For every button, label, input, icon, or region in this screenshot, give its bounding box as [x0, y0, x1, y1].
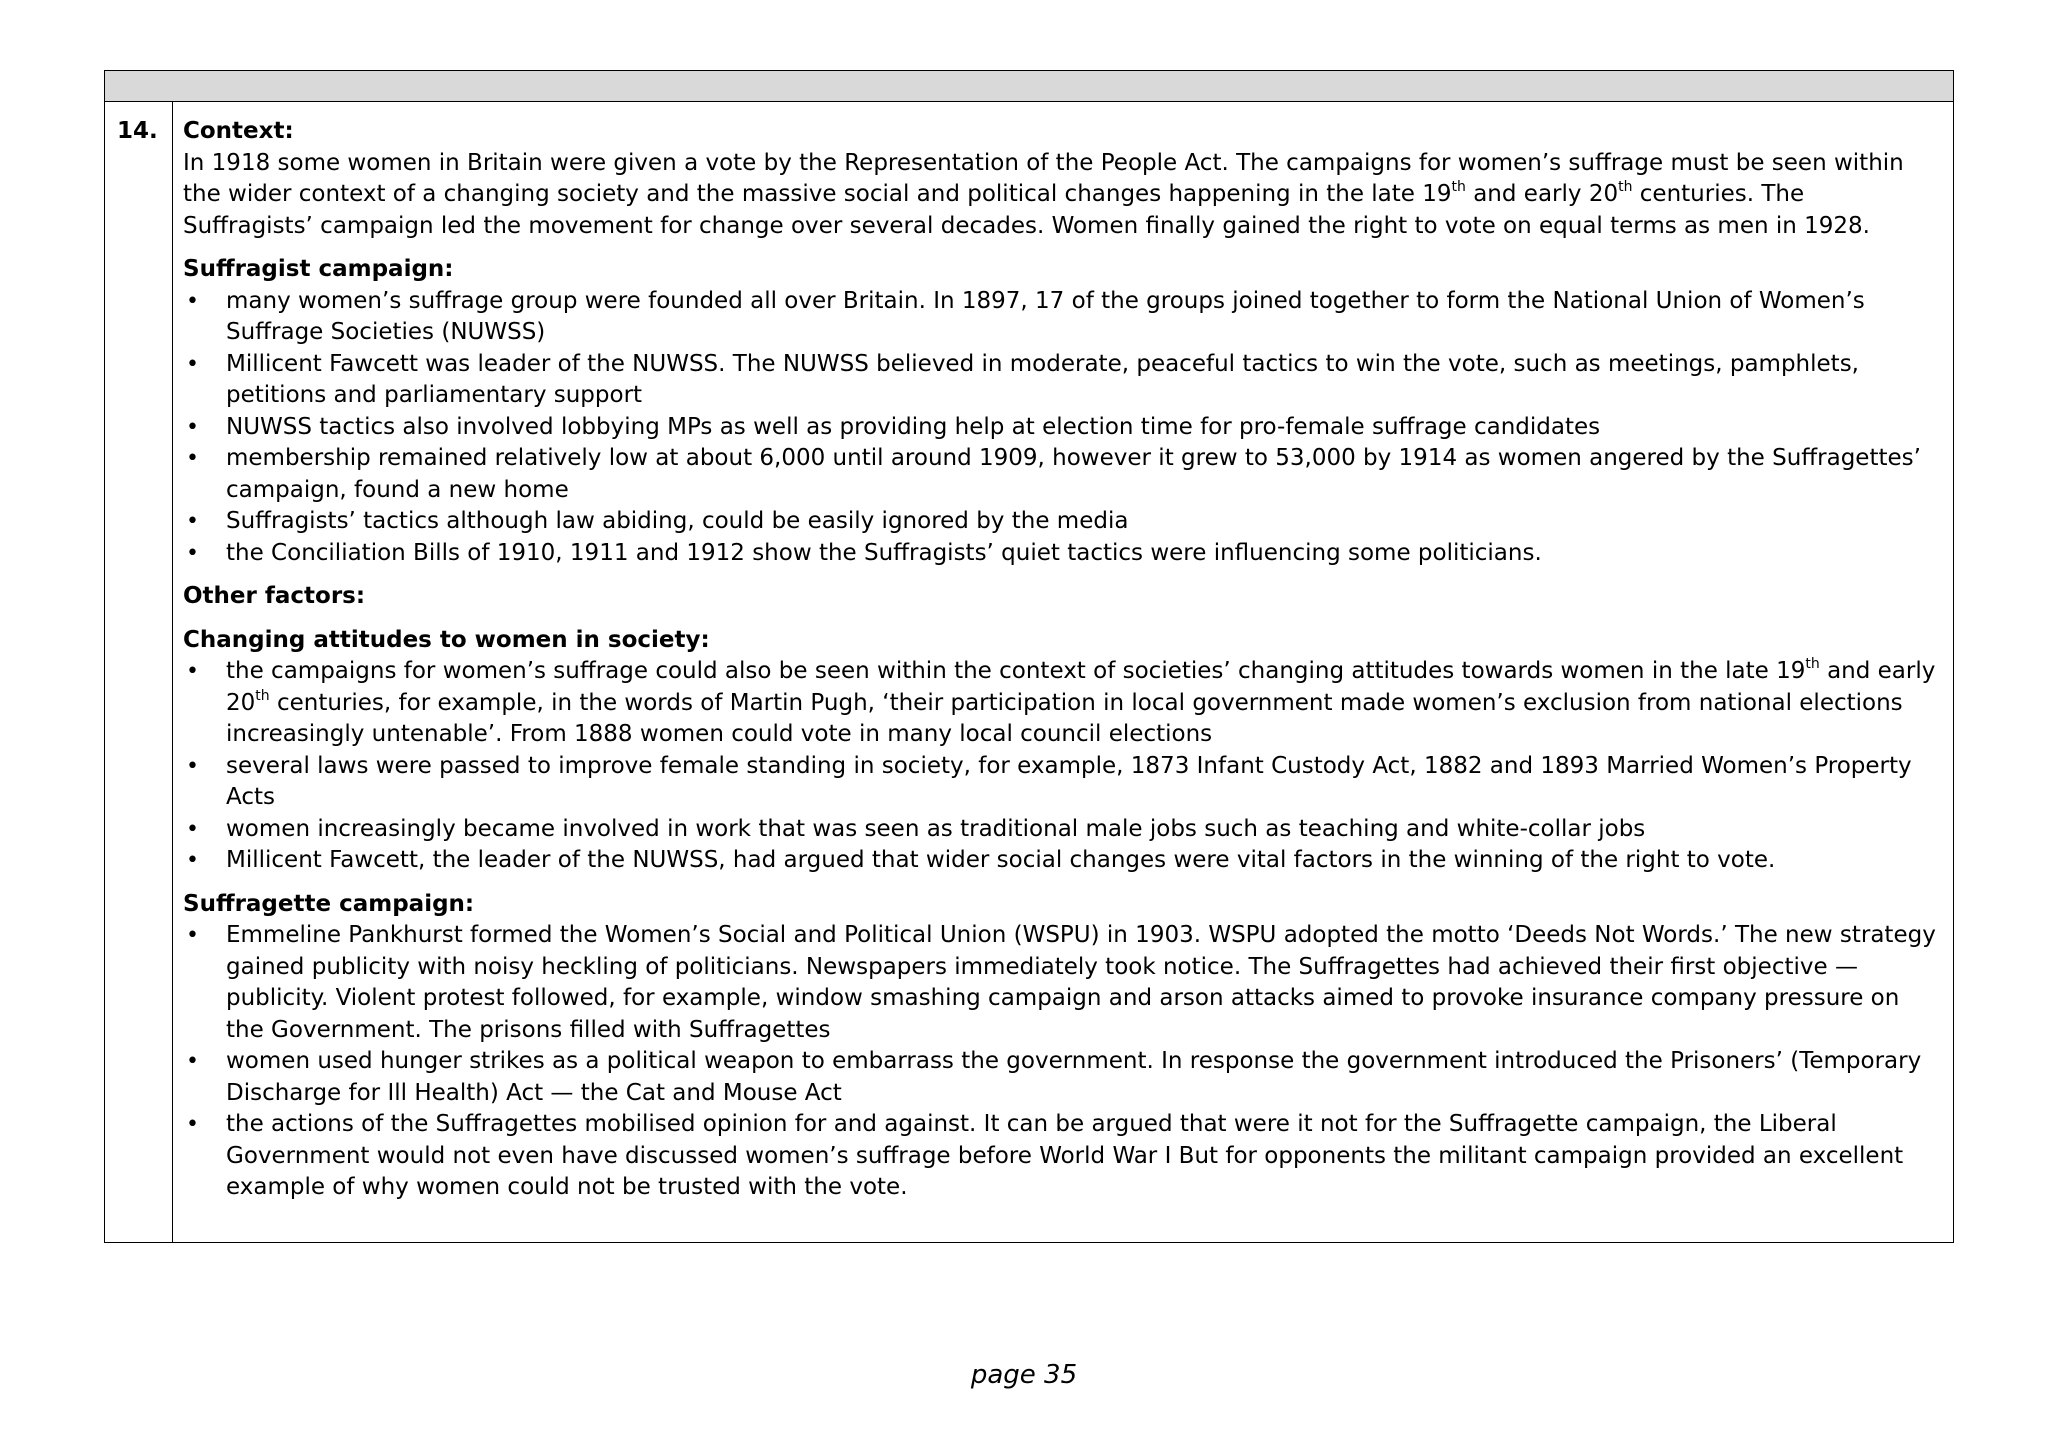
suffragist-section	[183, 254, 1939, 569]
text-run: and early 20	[1465, 181, 1619, 207]
page-number: page 35	[970, 1360, 1078, 1390]
question-number: 14.	[105, 102, 173, 1242]
text-run: several laws were passed to improve female standing in society, for example, 1873 Infant Custody Act, 1882 and 1893 Married Women’s Property Acts	[226, 752, 1912, 810]
text-run: the Conciliation Bills of 1910, 1911 and 1912 show the Suffragists’ quiet tactics were influencing some politicians.	[226, 539, 1542, 566]
text-run: Emmeline Pankhurst formed the Women’s Social and Political Union (WSPU) in 1903. WSPU adopted the motto ‘Deeds Not Words.’ The new strategy gained publicity with noisy heckling of politicians. Newspapers immediately took notice. The Suffragettes had achieved their first objective — publicity. Violent protest followed, for example, window smashing campaign and arson attacks aimed to provoke insurance company pressure on the Government. The prisons filled with Suffragettes	[226, 922, 1936, 1043]
superscript: th	[1805, 656, 1820, 672]
superscript: th	[1451, 179, 1466, 195]
bullet-icon: •	[186, 509, 199, 534]
text-run: Suffragists’ tactics although law abiding, could be easily ignored by the media	[226, 508, 1129, 534]
bullet-icon: •	[186, 1049, 199, 1074]
superscript: th	[1618, 179, 1633, 195]
text-run: membership remained relatively low at about 6,000 until around 1909, however it grew to 53,000 by 1914 as women angered by the Suffragettes’ campaign, found a new home	[226, 445, 1921, 503]
text-run: Millicent Fawcett was leader of the NUWSS. The NUWSS believed in moderate, peaceful tactics to win the vote, such as meetings, pamphlets, petitions and parliamentary support	[226, 350, 1859, 408]
answer-content	[173, 102, 1953, 1242]
bullet-icon: •	[186, 288, 199, 314]
bullet-icon: •	[186, 923, 199, 948]
list-item	[183, 349, 1939, 412]
suffragette-heading: Suffragette campaign:	[183, 890, 475, 917]
suffragette-section	[183, 889, 1939, 1204]
text-run: and early 20	[226, 658, 1936, 716]
suffragette-bullet-list	[183, 920, 1939, 1204]
attitudes-bullet-list	[183, 656, 1939, 877]
list-item	[183, 751, 1939, 814]
attitudes-section	[183, 625, 1939, 877]
list-item	[183, 845, 1939, 877]
suffragist-bullet-list	[183, 286, 1939, 570]
answer-table	[104, 70, 1954, 1243]
list-item	[183, 506, 1939, 538]
list-item	[183, 920, 1939, 1046]
list-item	[183, 443, 1939, 506]
superscript: th	[255, 687, 270, 704]
table-row	[105, 102, 1953, 1242]
list-item	[183, 814, 1939, 846]
bullet-icon: •	[186, 1112, 199, 1137]
text-run: the campaigns for women’s suffrage could also be seen within the context of societies’ changing attitudes towards women in the late 19	[226, 658, 1806, 684]
list-item	[183, 412, 1939, 444]
other-factors-section	[183, 581, 1939, 613]
other-factors-heading: Other factors:	[183, 583, 366, 609]
bullet-icon: •	[186, 659, 199, 684]
text-run: In 1918 some women in Britain were given a vote by the Representation of the People Act. The campaigns for women’s suffrage must be seen within the wider context of a changing society and the massive social and political changes happening in the late 19	[183, 149, 1904, 207]
context-paragraph	[183, 148, 1939, 243]
text-run: NUWSS tactics also involved lobbying MPs as well as providing help at election time for pro-female suffrage candidates	[226, 413, 1601, 440]
bullet-icon: •	[186, 540, 199, 566]
text-run: the actions of the Suffragettes mobilised opinion for and against. It can be argued that were it not for the Suffragette campaign, the Liberal Government would not even have discussed women’s suffrage before World War I But for opponents the militant campaign provided an excellent example of why women could not be trusted with the vote.	[226, 1111, 1904, 1200]
context-section	[183, 116, 1939, 242]
list-item	[183, 656, 1939, 751]
text-run: centuries. The Suffragists’ campaign led the movement for change over several decades. Women finally gained the right to vote on equal terms as men in 1928.	[183, 181, 1870, 239]
suffragist-heading: Suffragist campaign:	[183, 256, 454, 282]
text-run: Millicent Fawcett, the leader of the NUWSS, had argued that wider social changes were vital factors in the winning of the right to vote.	[226, 847, 1776, 873]
table-header-band	[105, 71, 1953, 102]
text-run: women increasingly became involved in work that was seen as traditional male jobs such as teaching and white-collar jobs	[226, 815, 1646, 842]
list-item	[183, 1109, 1939, 1204]
list-item	[183, 538, 1939, 570]
bullet-icon: •	[186, 351, 199, 377]
bullet-icon: •	[186, 414, 199, 440]
text-run: women used hunger strikes as a political weapon to embarrass the government. In response the government introduced the Prisoners’ (Temporary Discharge for Ill Health) Act — the Cat and Mouse Act	[226, 1048, 1922, 1106]
list-item	[183, 286, 1939, 349]
attitudes-heading: Changing attitudes to women in society:	[183, 626, 710, 653]
text-run: centuries, for example, in the words of Martin Pugh, ‘their participation in local government made women’s exclusion from national elections increasingly untenable’. From 1888 women could vote in many local council elections	[226, 689, 1903, 747]
context-heading: Context:	[183, 118, 294, 144]
bullet-icon: •	[186, 848, 199, 873]
bullet-icon: •	[186, 753, 199, 779]
bullet-icon: •	[186, 816, 199, 842]
list-item	[183, 1046, 1939, 1109]
bullet-icon: •	[186, 446, 199, 471]
text-run: many women’s suffrage group were founded all over Britain. In 1897, 17 of the groups joined together to form the National Union of Women’s Suffrage Societies (NUWSS)	[226, 287, 1865, 345]
